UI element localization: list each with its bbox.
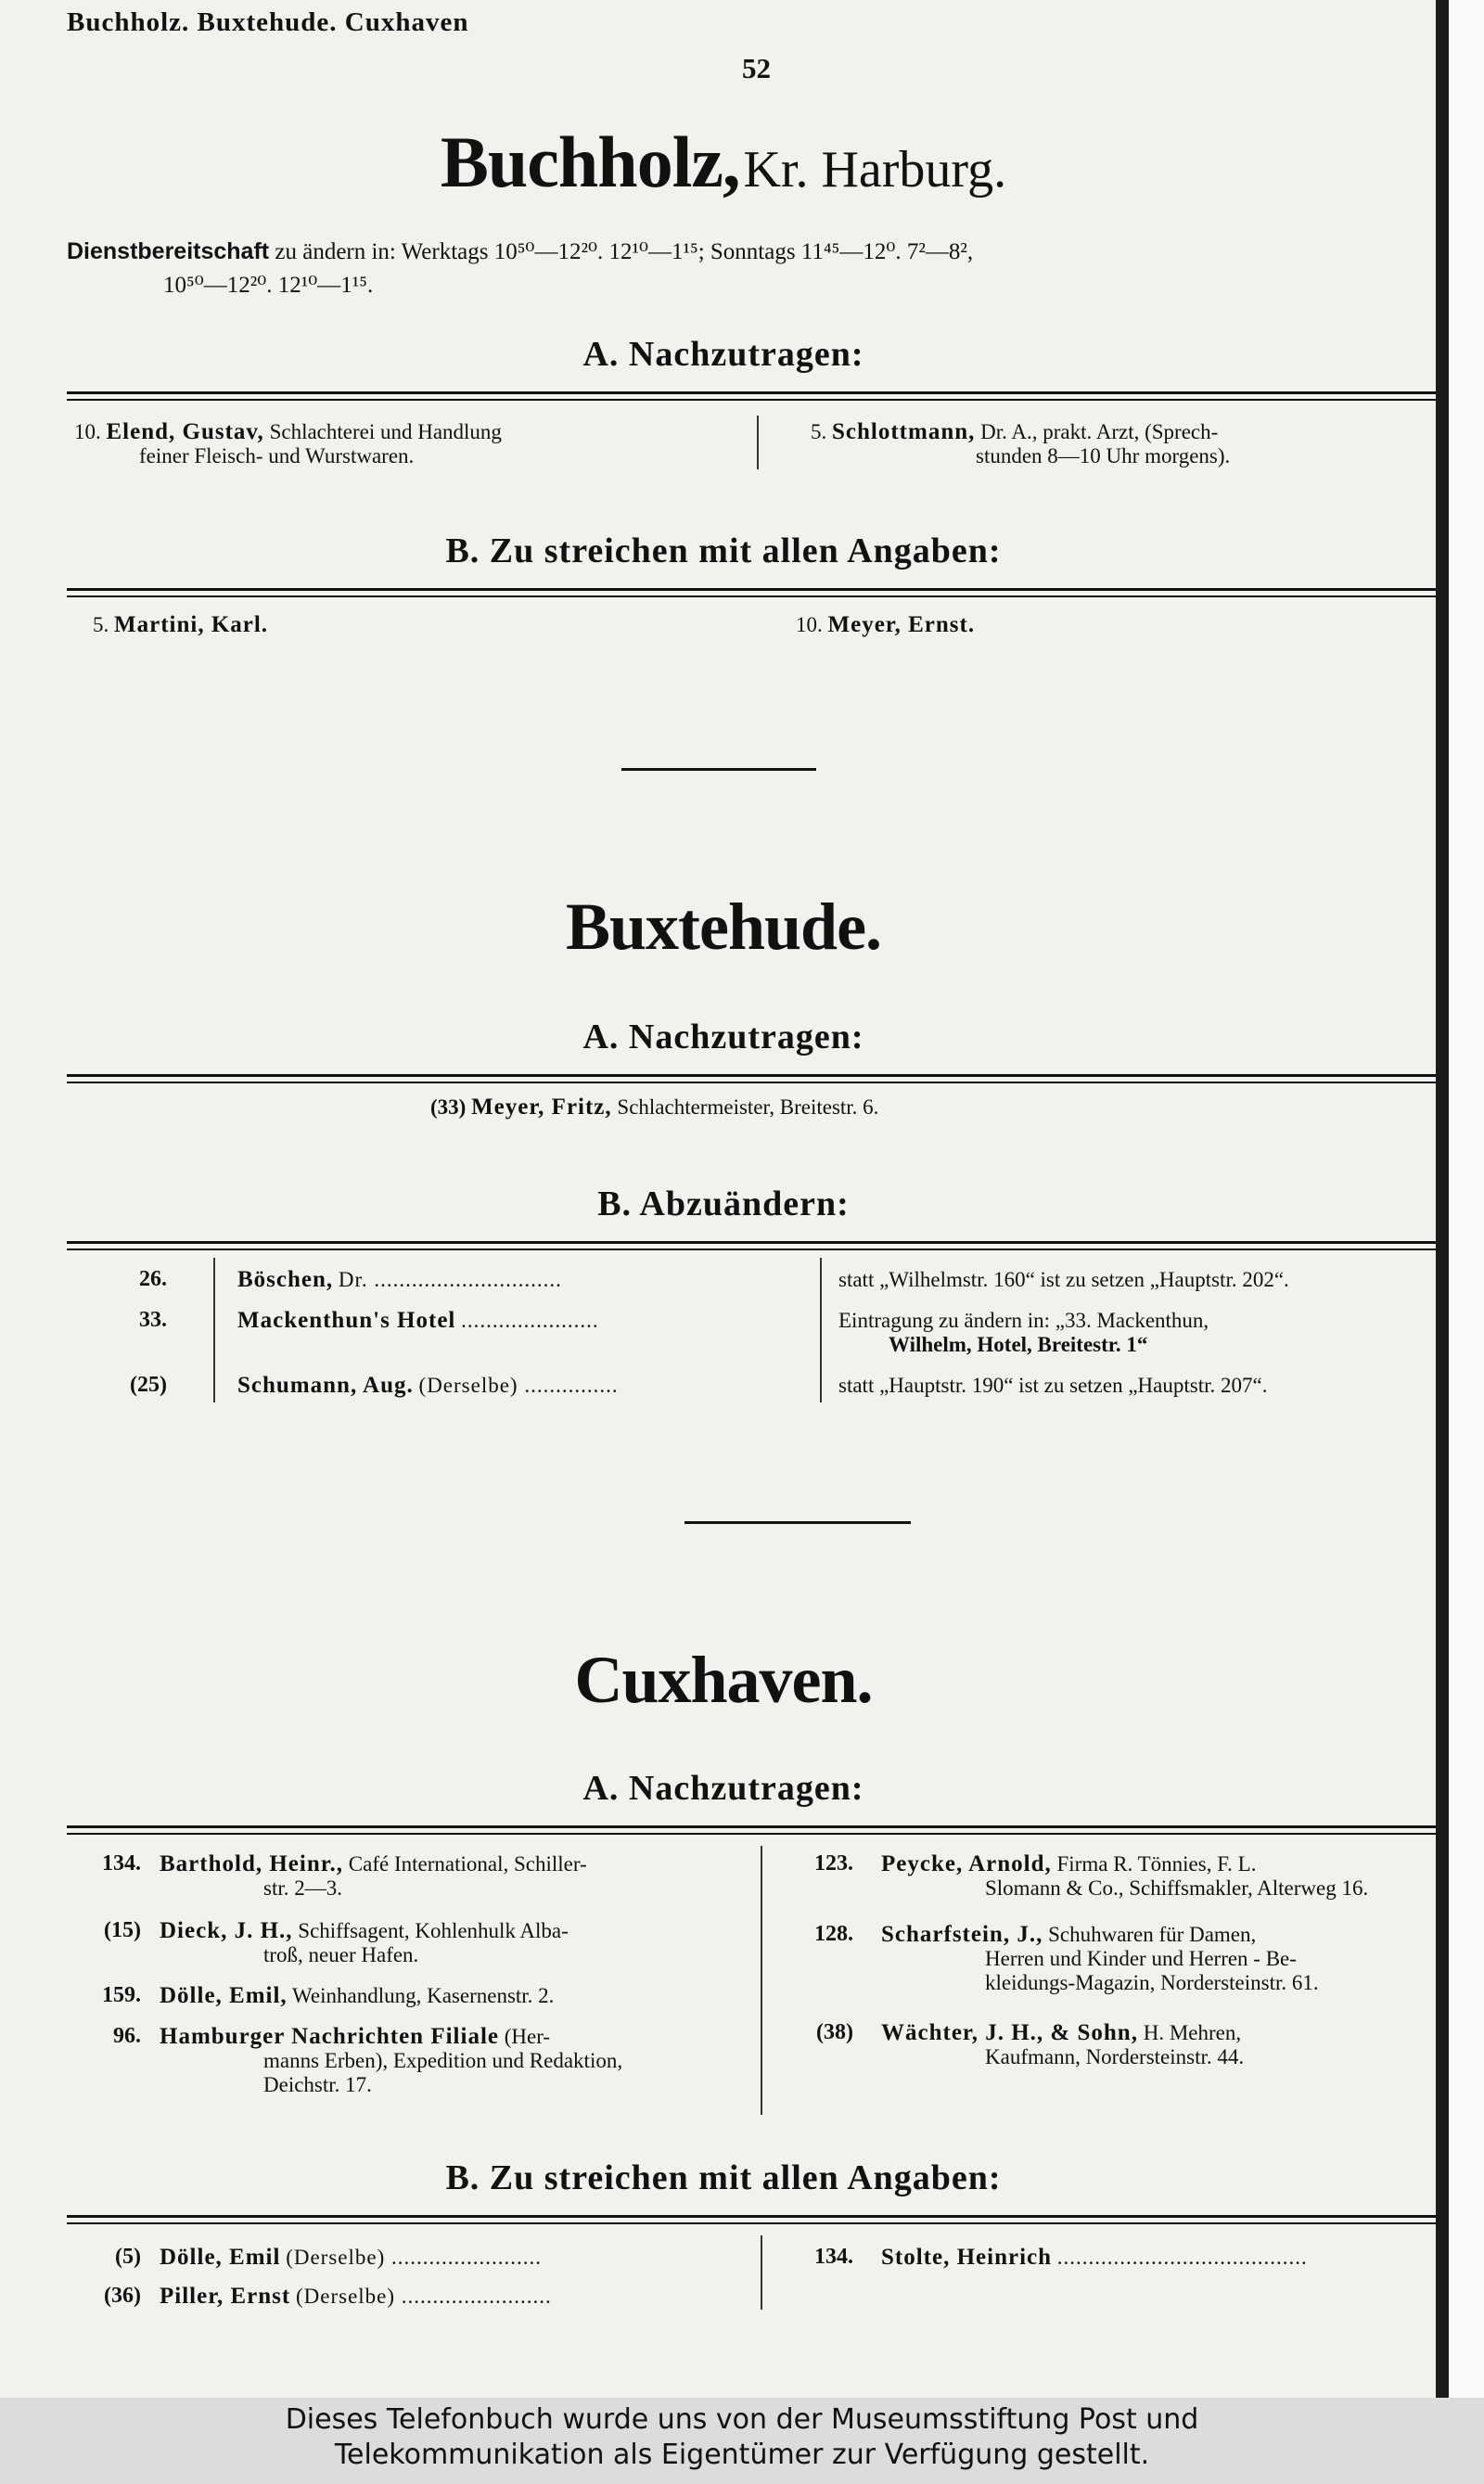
entry-desc: H. Mehren, — [1143, 2021, 1242, 2044]
entry-name: Piller, Ernst — [160, 2284, 291, 2309]
entry-name: Elend, Gustav, — [106, 419, 264, 444]
rule — [67, 1082, 1438, 1083]
entry-desc: manns Erben), Expedition und Redaktion, — [263, 2049, 623, 2072]
entry-number: 5. — [93, 613, 109, 636]
table-divider — [213, 1258, 215, 1402]
city-heading-buchholz — [0, 121, 1447, 204]
attribution-footer — [0, 2398, 1484, 2484]
entry-peycke — [881, 1851, 1256, 1876]
entry-number: 96. — [113, 2024, 141, 2048]
rule — [67, 1825, 1438, 1828]
row-change: statt „Hauptstr. 190“ ist zu setzen „Hauptstr. 207“. — [838, 1374, 1268, 1397]
dienst-line — [67, 239, 973, 264]
entry-desc: str. 2—3. — [263, 1876, 342, 1900]
entry-number: 123. — [814, 1851, 853, 1876]
entry-desc: stunden 8—10 Uhr morgens). — [976, 444, 1231, 467]
entry-name: Schlottmann, — [832, 419, 976, 444]
entry-name: Peycke, Arnold, — [881, 1851, 1052, 1876]
entry-number: (36) — [104, 2284, 141, 2308]
entry-desc: Slomann & Co., Schiffsmakler, Alterweg 16. — [985, 1876, 1369, 1900]
footer-line: Telekommunikation als Eigentümer zur Verfügung gestellt. — [334, 2439, 1150, 2471]
entry-desc: Dr. A., prakt. Arzt, (Sprech- — [980, 420, 1219, 443]
entry-desc: Café International, Schiller- — [348, 1852, 587, 1876]
entry-name: Dölle, Emil — [160, 2245, 281, 2270]
entry-number: (33) — [430, 1095, 467, 1119]
entry-number: 5. — [811, 420, 827, 443]
running-header: Buchholz. Buxtehude. Cuxhaven — [67, 7, 469, 37]
rule — [67, 391, 1438, 394]
row-change: Wilhelm, Hotel, Breitestr. 1“ — [889, 1333, 1148, 1356]
city-title: Buxtehude. — [565, 890, 882, 964]
rule — [67, 595, 1438, 597]
entry-number: 159. — [102, 1983, 141, 2007]
entry-name: Meyer, Ernst. — [827, 612, 976, 637]
entry-number: 134. — [814, 2245, 853, 2269]
entry-meyer-fritz — [430, 1095, 878, 1120]
dienst-text: zu ändern in: Werktags 10⁵⁰—12²⁰. 12¹⁰—1¹⁵; Sonntags 11⁴⁵—12⁰. 7²—8², — [275, 239, 974, 264]
entry-schlottmann — [811, 419, 1218, 444]
row-name — [237, 1267, 562, 1292]
entry-desc: Kaufmann, Nordersteinstr. 44. — [985, 2045, 1245, 2068]
entry-meyer-ernst — [796, 612, 975, 637]
entry-hamburger-nachrichten — [160, 2024, 550, 2049]
entry-desc: Schuhwaren für Damen, — [1048, 1923, 1257, 1946]
entry-number: 128. — [814, 1922, 853, 1946]
entry-number: 10. — [74, 420, 101, 443]
entry-doelle-strike — [160, 2245, 542, 2270]
entry-number: (15) — [104, 1918, 141, 1942]
entry-name: Schumann, Aug. — [237, 1373, 414, 1398]
entry-piller — [160, 2284, 552, 2309]
entry-name: Martini, Karl. — [114, 612, 269, 637]
row-number: 33. — [139, 1308, 167, 1332]
entry-desc: Herren und Kinder und Herren - Be- — [985, 1947, 1297, 1970]
page-edge — [1436, 0, 1484, 2398]
entry-desc: kleidungs-Magazin, Nordersteinstr. 61. — [985, 1971, 1319, 1994]
rule — [67, 1248, 1438, 1250]
entry-rest: (Derselbe) ............... — [418, 1374, 619, 1397]
rule — [67, 399, 1438, 401]
entry-name: Scharfstein, J., — [881, 1922, 1043, 1947]
entry-rest: ...................... — [461, 1309, 599, 1332]
entry-elend — [74, 419, 502, 444]
entry-name: Stolte, Heinrich — [881, 2245, 1053, 2270]
section-separator — [684, 1521, 911, 1524]
row-change: statt „Wilhelmstr. 160“ ist zu setzen „Hauptstr. 202“. — [838, 1268, 1289, 1291]
entry-name: Mackenthun's Hotel — [237, 1308, 456, 1333]
entry-rest: Dr. .............................. — [338, 1268, 562, 1291]
row-name — [237, 1373, 619, 1398]
entry-rest: (Derselbe) ........................ — [286, 2246, 542, 2269]
row-number: (25) — [130, 1373, 167, 1397]
column-divider — [761, 2235, 762, 2310]
section-b-cuxhaven: B. Zu streichen mit allen Angaben: — [445, 2158, 1002, 2197]
entry-desc: (Her- — [504, 2025, 551, 2048]
row-change: Eintragung zu ändern in: „33. Mackenthun, — [838, 1309, 1209, 1332]
rule — [67, 1833, 1438, 1835]
city-heading-buxtehude — [0, 889, 1447, 966]
city-title: Buchholz, — [440, 122, 740, 202]
section-separator — [621, 768, 816, 771]
entry-barthold — [160, 1851, 587, 1876]
entry-number: (38) — [816, 2020, 853, 2044]
entry-name: Dieck, J. H., — [160, 1918, 293, 1943]
entry-dieck — [160, 1918, 569, 1943]
entry-number: (5) — [115, 2245, 141, 2269]
page-number: 52 — [742, 52, 771, 84]
section-a-buchholz: A. Nachzutragen: — [582, 335, 864, 374]
section-b-buchholz: B. Zu streichen mit allen Angaben: — [445, 531, 1002, 570]
dienst-label: Dienstbereitschaft — [67, 238, 270, 264]
entry-name: Barthold, Heinr., — [160, 1851, 344, 1876]
entry-desc: troß, neuer Hafen. — [263, 1943, 419, 1966]
entry-desc: Schlachtermeister, Breitestr. 6. — [617, 1095, 879, 1119]
column-divider — [761, 1846, 762, 2115]
entry-name: Wächter, J. H., & Sohn, — [881, 2020, 1138, 2045]
column-divider — [757, 416, 759, 469]
entry-stolte — [881, 2245, 1308, 2270]
entry-name: Dölle, Emil, — [160, 1983, 288, 2008]
entry-number: 134. — [102, 1851, 141, 1876]
rule — [67, 1074, 1438, 1077]
entry-rest: ........................................ — [1056, 2246, 1308, 2269]
rule — [67, 588, 1438, 591]
section-b-buxtehude: B. Abzuändern: — [597, 1184, 850, 1223]
rule — [67, 1241, 1438, 1244]
entry-scharfstein — [881, 1922, 1256, 1947]
table-divider — [820, 1258, 822, 1402]
rule — [67, 2222, 1438, 2224]
entry-desc: Firma R. Tönnies, F. L. — [1056, 1852, 1257, 1876]
entry-desc: Schiffsagent, Kohlenhulk Alba- — [298, 1919, 569, 1942]
entry-waechter — [881, 2020, 1241, 2045]
city-heading-cuxhaven — [0, 1642, 1447, 1719]
entry-name: Hamburger Nachrichten Filiale — [160, 2024, 499, 2049]
city-title: Cuxhaven. — [574, 1643, 873, 1717]
entry-desc: Weinhandlung, Kasernenstr. 2. — [292, 1984, 555, 2007]
entry-rest: (Derselbe) ........................ — [296, 2285, 552, 2308]
entry-number: 10. — [796, 613, 823, 636]
city-subtitle: Kr. Harburg. — [743, 141, 1007, 198]
footer-line: Dieses Telefonbuch wurde uns von der Museumsstiftung Post und — [285, 2403, 1199, 2436]
section-a-cuxhaven: A. Nachzutragen: — [582, 1769, 864, 1808]
entry-name: Meyer, Fritz, — [471, 1095, 612, 1120]
entry-desc: feiner Fleisch- und Wurstwaren. — [139, 444, 415, 467]
entry-doelle — [160, 1983, 554, 2008]
binding-shadow — [1436, 0, 1449, 2398]
row-number: 26. — [139, 1267, 167, 1291]
entry-name: Böschen, — [237, 1267, 334, 1292]
section-a-buxtehude: A. Nachzutragen: — [582, 1018, 864, 1056]
rule — [67, 2215, 1438, 2218]
entry-desc: Schlachterei und Handlung — [269, 420, 502, 443]
entry-desc: Deichstr. 17. — [263, 2073, 372, 2096]
row-name — [237, 1308, 599, 1333]
dienst-text-2: 10⁵⁰—12²⁰. 12¹⁰—1¹⁵. — [163, 273, 374, 298]
entry-martini — [93, 612, 268, 637]
